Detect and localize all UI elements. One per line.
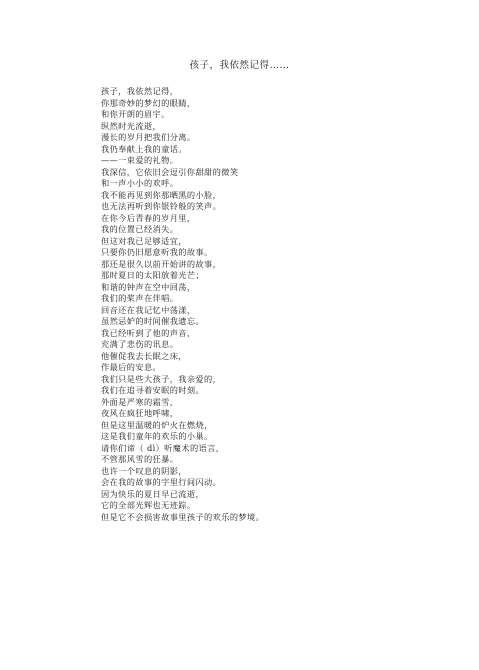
poem-line: 也无法再听到你银铃般的笑声。: [101, 201, 222, 211]
poem-line: 你那奇妙的梦幻的眼睛，: [101, 97, 196, 108]
poem-line: 但这对我已足够适宜，: [101, 235, 187, 246]
poem-line: 我仍奉献上我的童话。: [101, 143, 187, 154]
poem-line: 那时夏日的太阳放着光芒；: [101, 270, 205, 280]
poem-line: 因为快乐的夏日早已流逝，: [101, 488, 205, 499]
poem-line: 充满了悲伤的讯息。: [101, 339, 179, 349]
poem-line: 虽然忌妒的时间催我遗忘。: [101, 316, 205, 326]
poem-line: 它的全部光辉也无迹踪。: [101, 500, 196, 510]
poem-line: 漫长的岁月把我们分离。: [101, 132, 196, 142]
poem-line: 在你今后青春的岁月里，: [101, 212, 196, 223]
poem-line: 但是这里温暖的炉火在燃烧，: [101, 419, 213, 430]
poem-line: 我们只是些大孩子，我亲爱的，: [101, 373, 222, 384]
poem-line: 请你们谛（ dì）听魔术的语言，: [101, 442, 225, 453]
poem-line: 这是我们童年的欢乐的小巢。: [101, 431, 213, 441]
poem-line: 外面是严寒的霜雪，: [101, 396, 179, 407]
poem-body: [101, 86, 264, 523]
poem-line: 我不能再见到你那晒黑的小脸，: [101, 189, 222, 200]
poem-line: 回音还在我记忆中荡漾，: [101, 304, 196, 315]
poem-line: 我们的桨声在伴唱。: [101, 293, 179, 303]
poem-line: 夜风在疯狂地呼啸，: [101, 408, 179, 418]
poem-line: 也许一个叹息的阴影，: [101, 465, 187, 476]
poem-line: 会在我的故事的字里行间闪动。: [101, 477, 222, 487]
poem-line: 他催促我去长眠之床，: [101, 350, 187, 361]
poem-line: 孩子，我依然记得，: [101, 86, 179, 96]
poem-line: 纵然时光流逝，: [101, 120, 162, 131]
poem-line: 我们在追寻着安眠的时刻。: [101, 385, 205, 395]
poem-line: ——一束爱的礼物。: [101, 155, 179, 165]
poem-line: 和一声小小的欢呼。: [101, 178, 179, 188]
poem-line: 不管那风雪的狂暴。: [101, 454, 179, 464]
poem-line: 我深信，它依旧会逗引你甜甜的微笑: [101, 166, 239, 177]
poem-line: 和谐的钟声在空中回荡，: [101, 281, 196, 292]
poem-line: 只要你仍旧愿意听我的故事。: [101, 247, 213, 257]
poem-title: 孩子，我依然记得……: [189, 60, 290, 71]
poem-line: 我的位置已经消失。: [101, 224, 179, 234]
poem-line: 那还是很久以前开始讲的故事，: [101, 258, 222, 269]
poem-line: 我已经听到了他的声音，: [101, 327, 196, 338]
poem-line: 和你开朗的眉宇。: [101, 109, 170, 119]
poem-line: 作最后的安息。: [101, 362, 162, 372]
poem-line: 但是它不会损害故事里孩子的欢乐的梦境。: [101, 511, 265, 522]
